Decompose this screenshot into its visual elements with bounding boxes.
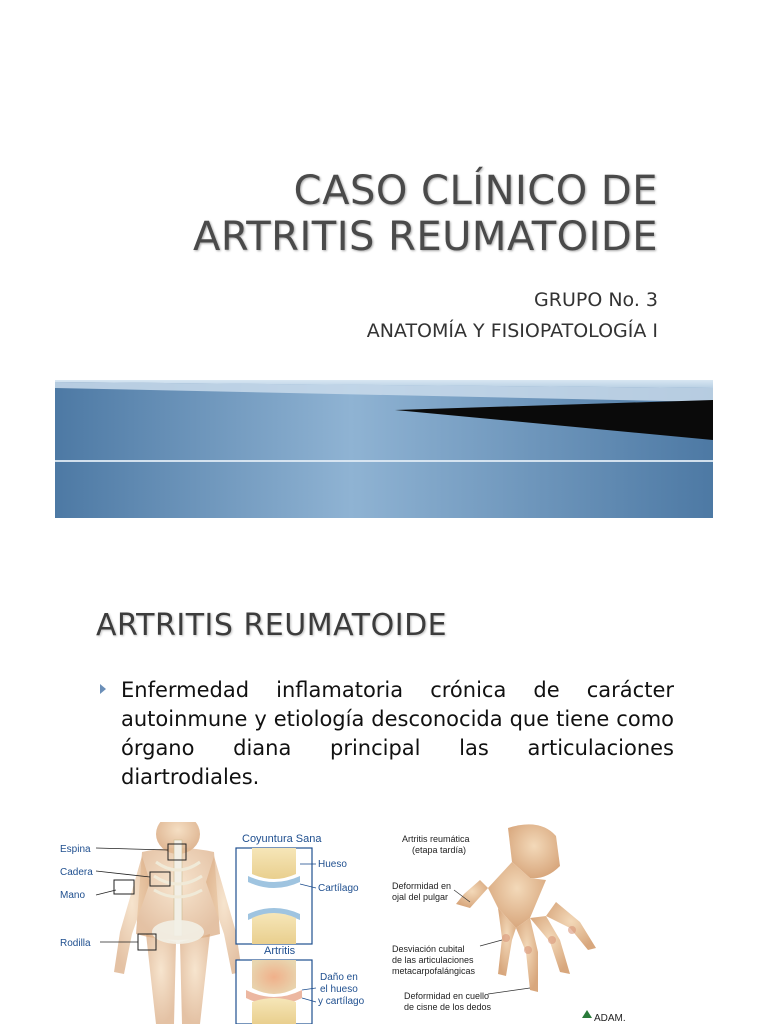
ulnar-deviation-line-2: de las articulaciones [392, 955, 474, 965]
thumb-deformity-line-2: ojal del pulgar [392, 892, 449, 902]
content-slide [0, 560, 768, 1024]
slide-heading: ARTRITIS REUMATOIDE [96, 608, 448, 643]
hand-title-line-2: (etapa tardía) [412, 845, 467, 855]
hand-label: Mano [60, 890, 86, 901]
bone-label: Hueso [318, 859, 347, 870]
bullet-triangle-icon [100, 684, 106, 694]
cartilage-label: Cartílago [318, 883, 359, 894]
arthritic-joint-diagram [236, 960, 316, 1024]
adam-logo [582, 1010, 626, 1024]
damage-label-line-2: el hueso [320, 984, 358, 995]
slide-title [58, 168, 658, 260]
slide-subtitle [58, 285, 658, 347]
hip-label: Cadera [60, 867, 93, 878]
title-line-2: ARTRITIS REUMATOIDE [192, 214, 658, 260]
damage-label-line-3: y cartílago [318, 996, 365, 1007]
subtitle-line-2: ANATOMÍA Y FISIOPATOLOGÍA I [366, 320, 658, 342]
spine-label: Espina [60, 844, 91, 855]
swan-neck-line-1: Deformidad en cuello [404, 991, 490, 1001]
swan-neck-line-2: de cisne de los dedos [404, 1002, 492, 1012]
ulnar-deviation-line-3: metacarpofalángicas [392, 966, 476, 976]
subtitle-line-1: GRUPO No. 3 [534, 289, 658, 311]
damage-label-line-1: Daño en [320, 972, 358, 983]
human-body-figure [96, 822, 242, 1024]
arthritis-illustration [60, 822, 700, 1024]
title-line-1: CASO CLÍNICO DE [293, 168, 658, 214]
healthy-joint-diagram [236, 848, 316, 944]
bullet-item [100, 676, 674, 792]
thumb-deformity-line-1: Deformidad en [392, 881, 452, 891]
arthritis-joint-title: Artritis [264, 945, 296, 957]
decorative-blue-band [55, 380, 713, 518]
ulnar-deviation-line-1: Desviación cubital [392, 944, 465, 954]
healthy-joint-title: Coyuntura Sana [242, 833, 322, 845]
bullet-text: Enfermedad inflamatoria crónica de carácter autoinmune y etiología desconocida que tiene como órgano diana principal las articulaciones diartrodiales. [121, 678, 674, 789]
deformed-hand-drawing [454, 824, 596, 994]
knee-label: Rodilla [60, 938, 91, 949]
hand-title-line-1: Artritis reumática [402, 834, 470, 844]
adam-credit: ADAM. [594, 1013, 626, 1024]
